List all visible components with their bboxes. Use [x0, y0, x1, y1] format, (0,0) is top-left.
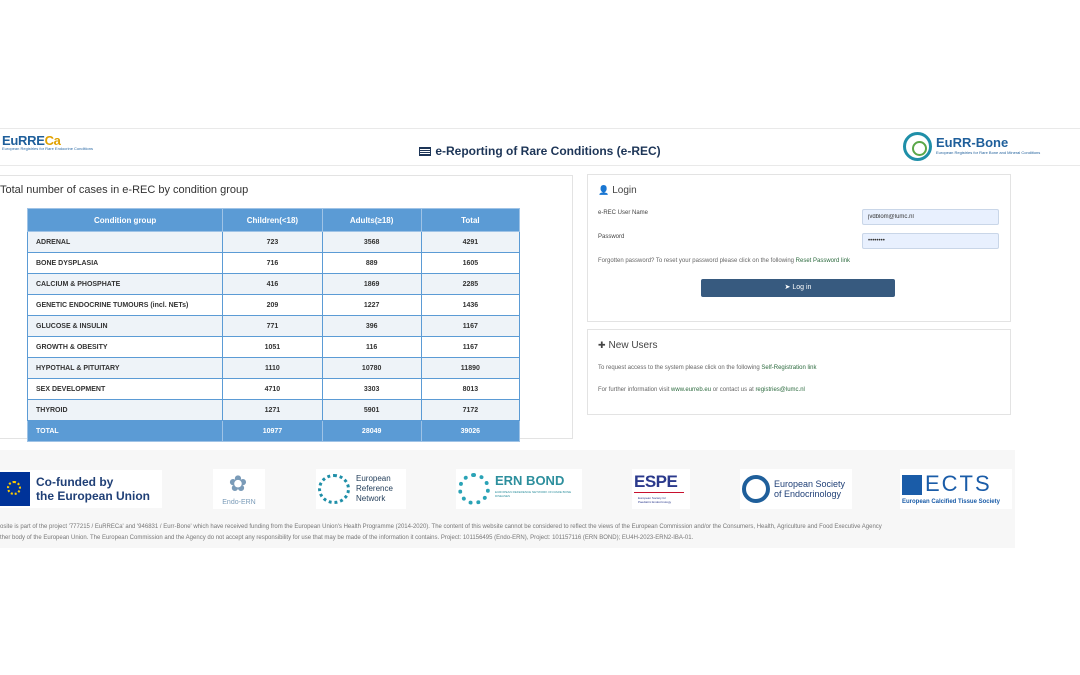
count-cell: 4710: [223, 379, 322, 400]
self-registration-link[interactable]: Self-Registration link: [761, 365, 817, 371]
ese-emblem-icon: [742, 475, 770, 503]
login-button[interactable]: [701, 279, 895, 297]
password-label: Password: [598, 234, 625, 240]
table-row: [28, 337, 520, 358]
condition-group-table: [27, 208, 520, 442]
eurreca-logo-subtitle: European Registries for Rare Endocrine Conditions: [2, 146, 93, 151]
contact-prompt: or contact us at: [712, 387, 754, 393]
user-plus-icon: ✚: [598, 340, 606, 350]
count-cell: 7172: [421, 400, 519, 421]
count-cell: 889: [322, 253, 421, 274]
logo-text-a: EuRRE: [2, 133, 45, 148]
count-cell: 1869: [322, 274, 421, 295]
table-row: [28, 274, 520, 295]
site-header: [0, 128, 1080, 166]
login-heading: [598, 185, 637, 196]
page-title-text: e-Reporting of Rare Conditions (e-REC): [435, 144, 661, 158]
total-count-cell: 10977: [223, 421, 322, 442]
eurr-bone-logo-text: EuRR-Bone: [936, 135, 1009, 150]
espe-sub-2: Paediatric Endocrinology: [638, 500, 672, 504]
column-header: Condition group: [28, 209, 223, 232]
condition-group-cell: GLUCOSE & INSULIN: [28, 316, 223, 337]
column-header: Children(<18): [223, 209, 322, 232]
count-cell: 723: [223, 232, 322, 253]
info-prompt: For further information visit: [598, 387, 670, 393]
condition-group-cell: SEX DEVELOPMENT: [28, 379, 223, 400]
count-cell: 396: [322, 316, 421, 337]
ern-line-1: European: [356, 474, 391, 483]
count-cell: 1271: [223, 400, 322, 421]
condition-group-cell: CALCIUM & PHOSPHATE: [28, 274, 223, 295]
count-cell: 5901: [322, 400, 421, 421]
ern-line-2: Reference: [356, 484, 393, 493]
disclaimer-line-1: osite is part of the project '777215 / EuRRECa' and '946831 / Eurr-Bone' which have received funding from the European Union's Health Programme (2014-2020). The content of this website cannot be considered to reflect the views of the European Commission and/or the Consumers, Health, Agriculture and Food Executive Agency: [0, 524, 882, 530]
espe-underline: [634, 492, 684, 493]
eu-flag-icon: [0, 472, 30, 506]
table-body: [28, 232, 520, 442]
website-link[interactable]: www.eurreb.eu: [671, 387, 712, 393]
disclaimer-line-2: ther body of the European Union. The European Commission and the Agency do not accept any responsibility for use that may be made of the information it contains. Project: 101156495 (Endo-ERN), Project: 101157116 (ERN BOND); EU4H-2023-ERN2-IBA-01.: [0, 535, 694, 541]
flower-icon: ✿: [228, 471, 248, 496]
count-cell: 10780: [322, 358, 421, 379]
table-row: [28, 379, 520, 400]
registration-prompt: To request access to the system please click on the following: [598, 365, 760, 371]
statistics-heading: Total number of cases in e-REC by condition group: [0, 184, 249, 196]
ern-logo[interactable]: [316, 469, 406, 509]
ese-line-1: European Society: [774, 479, 846, 489]
ern-dots-icon: [318, 474, 350, 504]
ects-logo[interactable]: [900, 469, 1012, 509]
table-header-row: [28, 209, 520, 232]
eurr-bone-emblem-icon: [903, 132, 932, 161]
count-cell: 3303: [322, 379, 421, 400]
espe-sub-1: European Society for: [638, 496, 667, 500]
reset-password-link[interactable]: Reset Password link: [795, 258, 851, 264]
endo-ern-text: Endo-ERN: [222, 499, 256, 506]
count-cell: 11890: [421, 358, 519, 379]
logo-text-b: Ca: [44, 133, 61, 148]
count-cell: 4291: [421, 232, 519, 253]
password-field[interactable]: [862, 233, 999, 249]
table-row: [28, 295, 520, 316]
forgot-password-text: [598, 258, 850, 264]
new-users-heading: [598, 340, 657, 351]
table-row: [28, 400, 520, 421]
user-lock-icon: 👤: [598, 185, 610, 195]
table-total-row: [28, 421, 520, 442]
column-header: Total: [421, 209, 519, 232]
condition-group-cell: BONE DYSPLASIA: [28, 253, 223, 274]
page: [0, 128, 1080, 548]
count-cell: 116: [322, 337, 421, 358]
count-cell: 8013: [421, 379, 519, 400]
eu-line-1: Co-funded by: [36, 475, 114, 489]
ects-text: ECTS: [925, 471, 992, 496]
count-cell: 716: [223, 253, 322, 274]
count-cell: 3568: [322, 232, 421, 253]
ese-logo[interactable]: [740, 469, 852, 509]
contact-text: [598, 387, 805, 393]
login-heading-text: Login: [612, 185, 637, 196]
table-row: [28, 358, 520, 379]
condition-group-cell: HYPOTHAL & PITUITARY: [28, 358, 223, 379]
endo-ern-logo[interactable]: [213, 469, 265, 509]
condition-group-cell: GENETIC ENDOCRINE TUMOURS (incl. NETs): [28, 295, 223, 316]
eu-cofunded-logo: [0, 470, 162, 508]
ern-bond-logo[interactable]: [456, 469, 582, 509]
login-panel: [587, 174, 1011, 322]
count-cell: 1167: [421, 316, 519, 337]
count-cell: 1227: [322, 295, 421, 316]
table-row: [28, 253, 520, 274]
footer: [0, 450, 1015, 548]
login-button-label: Log in: [792, 284, 812, 291]
forgot-password-prompt: Forgotten password? To reset your password please click on the following: [598, 258, 794, 264]
ects-subtitle: European Calcified Tissue Society: [902, 499, 1000, 505]
total-count-cell: 39026: [421, 421, 519, 442]
table-icon: [419, 147, 431, 156]
eu-line-2: the European Union: [36, 489, 150, 503]
new-users-heading-text: New Users: [608, 340, 658, 351]
ern-line-3: Network: [356, 494, 386, 503]
sign-in-icon: ➤: [784, 284, 793, 291]
condition-group-cell: THYROID: [28, 400, 223, 421]
ern-bond-dots-icon: [458, 473, 490, 505]
count-cell: 1436: [421, 295, 519, 316]
new-users-panel: [587, 329, 1011, 415]
count-cell: 416: [223, 274, 322, 295]
count-cell: 1051: [223, 337, 322, 358]
registration-text: [598, 365, 816, 371]
total-count-cell: 28049: [322, 421, 421, 442]
ese-line-2: of Endocrinology: [774, 489, 842, 499]
email-link[interactable]: registries@lumc.nl: [755, 387, 805, 393]
total-label-cell: TOTAL: [28, 421, 223, 442]
funding-disclaimer: [0, 522, 1012, 544]
ern-bond-subtitle: EUROPEAN REFERENCE NETWORK ON RARE BONE DISEASES: [495, 490, 572, 498]
count-cell: 771: [223, 316, 322, 337]
count-cell: 1167: [421, 337, 519, 358]
count-cell: 1110: [223, 358, 322, 379]
condition-group-cell: GROWTH & OBESITY: [28, 337, 223, 358]
table-row: [28, 232, 520, 253]
ects-emblem-icon: [902, 475, 922, 495]
username-label: e-REC User Name: [598, 210, 649, 216]
count-cell: 209: [223, 295, 322, 316]
espe-logo[interactable]: [632, 469, 690, 509]
condition-group-cell: ADRENAL: [28, 232, 223, 253]
espe-text: ESPE: [634, 472, 678, 491]
case-statistics-panel: [0, 175, 573, 439]
eurr-bone-logo-subtitle: European Registries for Rare Bone and Mineral Conditions: [936, 150, 1041, 155]
count-cell: 1605: [421, 253, 519, 274]
column-header: Adults(≥18): [322, 209, 421, 232]
ern-bond-text: ERN BOND: [495, 473, 565, 488]
username-field[interactable]: [862, 209, 999, 225]
table-row: [28, 316, 520, 337]
count-cell: 2285: [421, 274, 519, 295]
